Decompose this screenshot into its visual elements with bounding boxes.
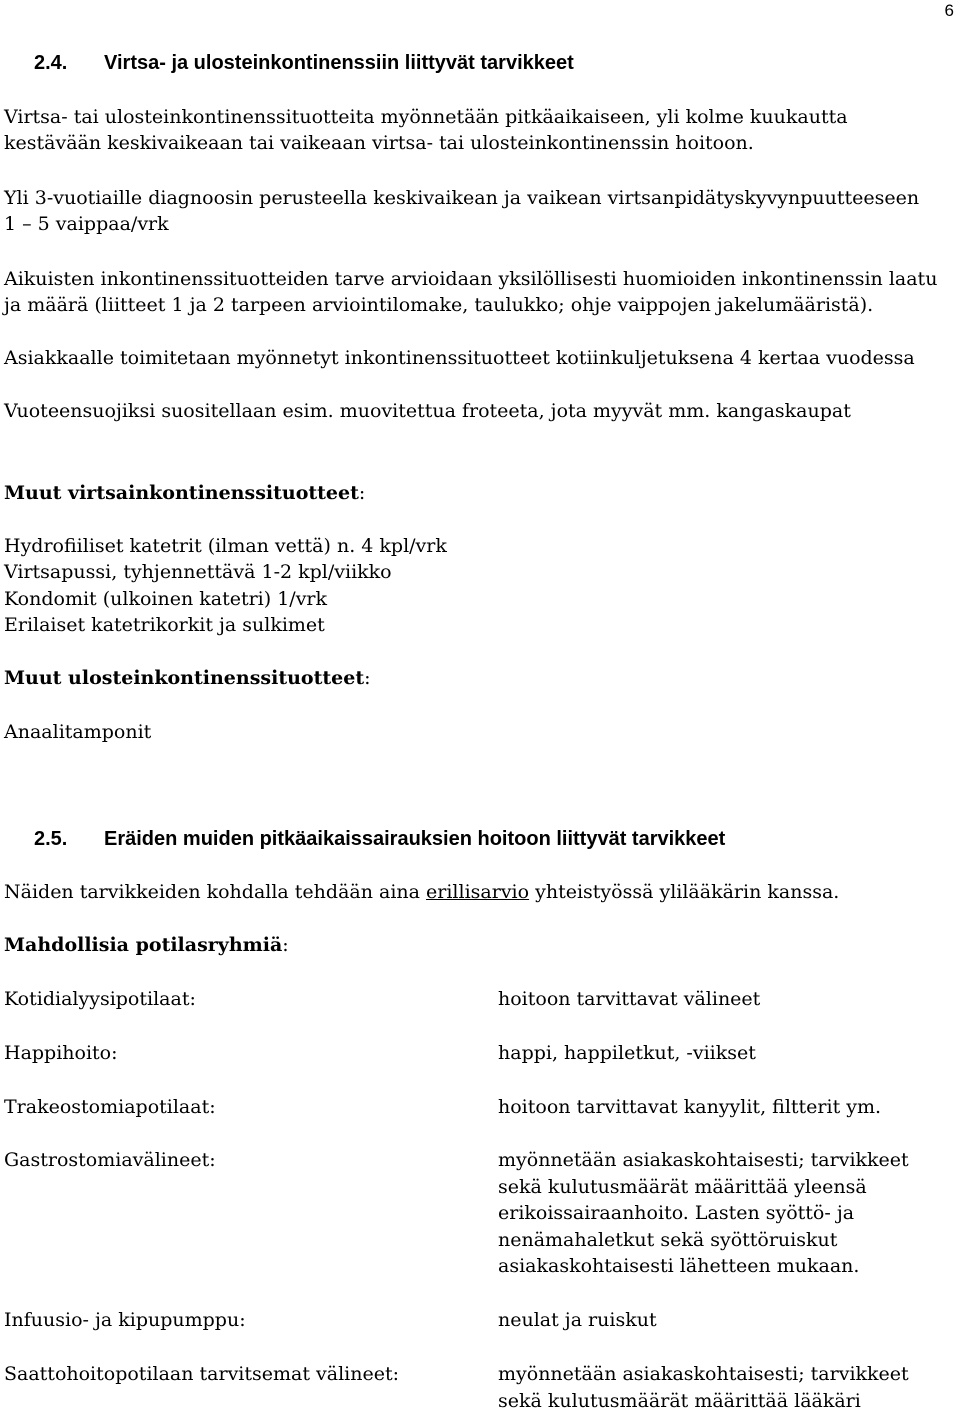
note-text: Näiden tarvikkeiden kohdalla tehdään aina [4,881,427,903]
group-label: Gastrostomiavälineet: [4,1149,216,1171]
group-value: hoitoon tarvittavat kanyylit, filtterit ym. [498,1096,882,1118]
adults-line-2: ja määrä (liitteet 1 ja 2 tarpeen arviointilomake, taulukko; ohje vaippojen jakelumääristä). [4,294,874,316]
group-label: Trakeostomiapotilaat: [4,1096,216,1118]
fecal-item: Anaalitamponit [4,721,152,743]
group-value: myönnetään asiakaskohtaisesti; tarvikkeet sekä kulutusmäärät määrittää lääkäri [498,1363,909,1412]
adults-line-1: Aikuisten inkontinenssituotteiden tarve arvioidaan yksilöllisesti huomioiden inkontinenssin laatu [4,268,938,290]
section-number: 2.4. [34,52,68,74]
group-value: happi, happiletkut, -viikset [498,1042,756,1064]
group-label: Saattohoitopotilaan tarvitsemat välineet: [4,1363,400,1385]
group-label: Happihoito: [4,1042,118,1064]
bedding-paragraph: Vuoteensuojiksi suositellaan esim. muovitettua froteeta, jota myyvät mm. kangaskaupat [4,400,851,422]
note-text: yhteistyössä ylilääkärin kanssa. [529,881,840,903]
note-underlined-text: erillisarvio [426,881,530,903]
page-number: 6 [944,1,954,20]
fecal-heading-text: Muut ulosteinkontinenssituotteet [4,667,365,689]
group-value: hoitoon tarvittavat välineet [498,988,761,1010]
intro-line-2: kestävään keskivaikeaan tai vaikeaan virtsa- tai ulosteinkontinenssin hoitoon. [4,132,754,154]
urinary-products-heading: Muut virtsainkontinenssituotteet: [4,482,366,504]
section-number: 2.5. [34,828,68,850]
over3-line-1: Yli 3-vuotiaille diagnoosin perusteella keskivaikean ja vaikean virtsanpidätyskyvynpuutteeseen [4,187,920,209]
group-label: Kotidialyysipotilaat: [4,988,196,1010]
delivery-paragraph: Asiakkaalle toimitetaan myönnetyt inkontinenssituotteet kotiinkuljetuksena 4 kertaa vuodessa [4,347,915,369]
fecal-products-heading: Muut ulosteinkontinenssituotteet: [4,667,371,689]
assessment-note [4,879,839,905]
urinary-item: Virtsapussi, tyhjennettävä 1-2 kpl/viikko [4,561,392,583]
group-value: neulat ja ruiskut [498,1309,657,1331]
urinary-item: Kondomit (ulkoinen katetri) 1/vrk [4,588,328,610]
over3-line-2: 1 – 5 vaippaa/vrk [4,213,169,235]
section-title: Eräiden muiden pitkäaikaissairauksien hoitoon liittyvät tarvikkeet [104,828,726,850]
group-value: myönnetään asiakaskohtaisesti; tarvikkeet sekä kulutusmäärät määrittää yleensä erikoissairaanhoito. Lasten syöttö- ja nenämahaletkut sekä syöttöruiskut asiakaskohtaisesti lähetteen mukaan. [498,1149,909,1277]
patient-groups-heading: Mahdollisia potilasryhmiä: [4,934,289,956]
section-title: Virtsa- ja ulosteinkontinenssiin liittyvät tarvikkeet [104,52,574,74]
group-label: Infuusio- ja kipupumppu: [4,1309,246,1331]
intro-line-1: Virtsa- tai ulosteinkontinenssituotteita myönnetään pitkäaikaiseen, yli kolme kuukautta [4,106,848,128]
urinary-heading-text: Muut virtsainkontinenssituotteet [4,482,359,504]
urinary-item: Erilaiset katetrikorkit ja sulkimet [4,614,325,636]
groups-heading-text: Mahdollisia potilasryhmiä [4,934,283,956]
urinary-item: Hydrofiiliset katetrit (ilman vettä) n. 4 kpl/vrk [4,535,447,557]
